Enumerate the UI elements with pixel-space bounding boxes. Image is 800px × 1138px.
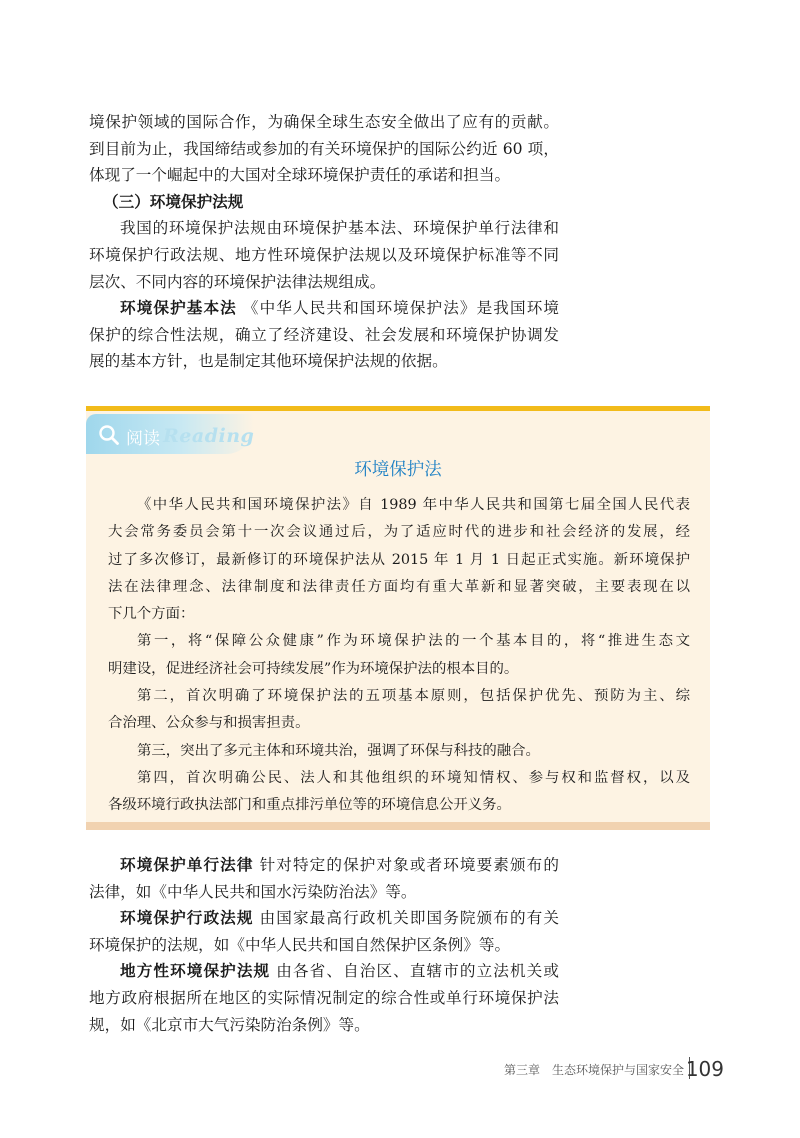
reading-line: 第四，首次明确公民、法人和其他组织的环境知情权、参与权和监督权，以及 <box>137 769 690 786</box>
reading-top-bar <box>86 406 710 411</box>
body-line: 环境保护的法规，如《中华人民共和国自然保护区条例》等。 <box>89 935 511 954</box>
reading-line: 第三，突出了多元主体和环境共治，强调了环保与科技的融合。 <box>137 742 540 759</box>
reading-body <box>108 492 690 820</box>
body-line: 体现了一个崛起中的大国对全球环境保护责任的承诺和担当。 <box>89 166 511 185</box>
term-label: 环境保护行政法规 <box>120 909 254 928</box>
term-text: 由各省、自治区、直辖市的立法机关或 <box>276 962 559 981</box>
reading-line: 合治理、公众参与和损害担责。 <box>108 715 310 732</box>
term-label: 地方性环境保护法规 <box>120 962 271 981</box>
magnifier-icon <box>98 424 120 446</box>
reading-line: 第一，将“保障公众健康”作为环境保护法的一个基本目的，将“推进生态文 <box>137 633 690 650</box>
body-line-with-term <box>89 905 559 932</box>
reading-tab-label-en: Reading <box>163 425 255 447</box>
body-line: 地方政府根据所在地区的实际情况制定的综合性或单行环境保护法 <box>89 988 559 1007</box>
body-line: 保护的综合性法规，确立了经济建设、社会发展和环境保护协调发 <box>89 325 559 344</box>
body-line-with-term <box>89 295 559 322</box>
body-line-with-term <box>89 852 559 879</box>
reading-title: 环境保护法 <box>354 460 442 480</box>
term-label: 环境保护单行法律 <box>120 856 254 874</box>
body-line: 境保护领域的国际合作，为确保全球生态安全做出了应有的贡献。 <box>89 113 559 131</box>
body-line: 环境保护行政法规、地方性环境保护法规以及环境保护标准等不同 <box>89 245 559 264</box>
body-line-with-term <box>89 958 559 985</box>
body-line: 规，如《北京市大气污染防治条例》等。 <box>89 1015 370 1034</box>
bottom-text-block <box>89 852 559 1038</box>
top-text-block <box>89 109 559 375</box>
reading-line: 明建设，促进经济社会可持续发展”作为环境保护法的根本目的。 <box>108 660 519 677</box>
term-text: 针对特定的保护对象或者环境要素颁布的 <box>259 856 559 874</box>
reading-tab <box>86 414 254 454</box>
reading-line: 大会常务委员会第十一次会议通过后，为了适应时代的进步和社会经济的发展，经 <box>108 524 690 541</box>
reading-line: 各级环境行政执法部门和重点排污单位等的环境信息公开义务。 <box>108 797 511 814</box>
section-heading: （三）环境保护法规 <box>103 192 244 211</box>
body-line: 到目前为止，我国缔结或参加的有关环境保护的国际公约近 60 项， <box>89 139 559 158</box>
reading-line: 法在法律理念、法律制度和法律责任方面均有重大革新和显著突破，主要表现在以 <box>108 578 690 595</box>
reading-line: 下几个方面： <box>108 606 195 623</box>
body-line: 层次、不同内容的环境保护法律法规组成。 <box>89 272 386 291</box>
reading-tab-label: 阅读 <box>126 429 160 449</box>
term-text: 由国家最高行政机关即国务院颁布的有关 <box>259 909 559 928</box>
page-footer <box>0 1056 724 1081</box>
body-line: 展的基本方针，也是制定其他环境保护法规的依据。 <box>89 352 448 371</box>
reading-line: 《中华人民共和国环境保护法》自 1989 年中华人民共和国第七届全国人民代表 <box>137 497 690 513</box>
page-number: 109 <box>685 1057 724 1081</box>
term-text: 《中华人民共和国环境保护法》是我国环境 <box>242 299 559 318</box>
body-line: 我国的环境保护法规由环境保护基本法、环境保护单行法律和 <box>120 219 559 238</box>
reading-box <box>86 406 710 830</box>
term-label: 环境保护基本法 <box>120 299 237 318</box>
body-line: 法律，如《中华人民共和国水污染防治法》等。 <box>89 882 417 901</box>
reading-line: 过了多次修订，最新修订的环境保护法从 2015 年 1 月 1 日起正式实施。新环境保护 <box>108 551 690 568</box>
reading-bottom-bar <box>86 822 710 830</box>
reading-line: 第二，首次明确了环境保护法的五项基本原则，包括保护优先、预防为主、综 <box>137 688 690 705</box>
chapter-label: 第三章 生态环境保护与国家安全 <box>503 1063 684 1077</box>
